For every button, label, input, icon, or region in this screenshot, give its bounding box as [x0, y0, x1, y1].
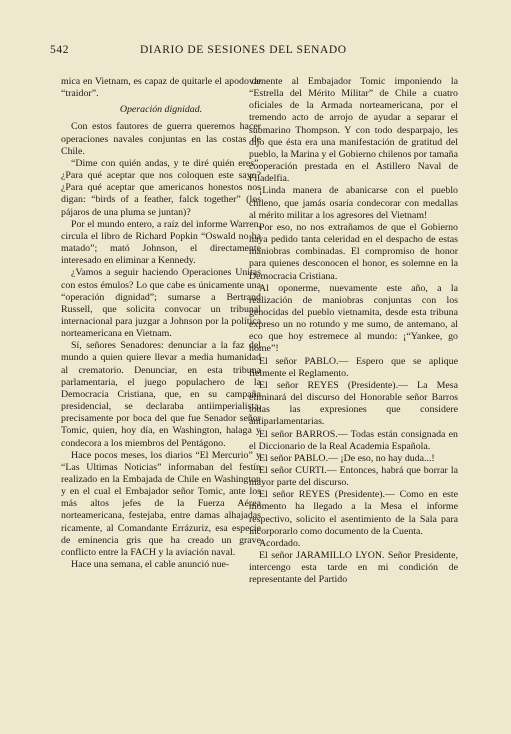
paragraph: Al oponerme, nuevamente este año, a la realización de maniobras conjuntas con los genocidas del pueblo vietnamita, desde esta tribuna expreso un no rotundo y me sumo, de antemano, al eco que hoy estremece al mundo: ¡“Yankee, go home”! [249, 282, 458, 355]
paragraph: Acordado. [259, 537, 301, 549]
paragraph: vamente al Embajador Tomic imponiendo la “Estrella del Mérito Militar” de Chile a cuatro oficiales de la Armada norteamericana, por el tremendo acto de arrojo de ayudar a separar el submarino Thompson. Y con todo desparpajo, les dijo que ésta era una manifestación de gratitud del pueblo, la Marina y el Gobierno chilenos por tamaña cooperación prestada en el Astillero Naval de Filadelfia. [249, 76, 458, 185]
right-column [249, 76, 458, 587]
paragraph: Hace una semana, el cable anunció nue- [71, 559, 230, 571]
speaker-paragraph: El señor PABLO.— ¡De eso, no hay duda...! [259, 452, 435, 464]
speaker-paragraph: El señor BARROS.— Todas están consignada en el Diccionario de la Real Academia Española. [249, 428, 458, 452]
page-number: 542 [50, 44, 70, 56]
left-column [61, 76, 261, 571]
paragraph: Hace pocos meses, los diarios “El Mercurio” y “Las Ultimas Noticias” informaban del festín realizado en la Embajada de Chile en Washington y en el cual el Embajador señor Tomic, ante los más altos jefes de la Fuerza Aérea norteamericana, festejaba, entre damas alhajadas ricamente, al Comandante Errázuriz, esa especie de eminencia gris que ha creado un grave conflicto entre la FACH y la aviación naval. [61, 449, 261, 558]
speaker-paragraph: El señor REYES (Presidente).— La Mesa eliminará del discurso del Honorable señor Barros todas las expresiones que considere antiparlamentarias. [249, 379, 458, 428]
paragraph: mica en Vietnam, es capaz de quitarle el apodo de “traidor”. [61, 76, 261, 100]
paragraph: ¡Linda manera de abanicarse con el pueblo chileno, que jamás osaría condecorar con medallas al mérito militar a los agresores del Vietnam! [249, 185, 458, 221]
page-header [50, 44, 466, 58]
speaker-paragraph: El señor REYES (Presidente).— Como en este momento ha llegado a la Mesa el informe respectivo, solicito el asentimiento de la Sala para incorporarlo como documento de la Cuenta. [249, 489, 458, 537]
paragraph: “Dime con quién andas, y te diré quién eres”. ¿Para qué aceptar que nos coloquen este sayo? ¿Para qué aceptar que americanos honestos nos digan: “birds of a feather, falck together” (los pájaros de una pluma se juntan)? [61, 157, 261, 218]
paragraph: Sí, señores Senadores: denunciar a la faz del mundo a quien quiere llevar a media humanidad al crematorio. Denunciar, en esta tribuna parlamentaria, el juego populachero de la Democracia Cristiana, que, en su campaña presidencial, se declaraba antiimperialista, precisamente por boca del que fue Senador señor Tomic, quien, hoy día, en Washington, halaga y condecora a los miembros del Pentágono. [61, 340, 261, 449]
paragraph: Por eso, no nos extrañamos de que el Gobierno haya pedido tanta celeridad en el despacho de estas maniobras combinadas. El compromiso de honor para quienes desconocen el honor, es solemne en la Democracia Cristiana. [249, 221, 458, 282]
paragraph: ¿Vamos a seguir haciendo Operaciones Unitas con estos émulos? Lo que cabe es únicamente una “operación dignidad”; sumarse a Bertrand Russell, que solicita convocar un tribunal internacional para juzgar a Johnson por la política norteamericana en Vietnam. [61, 267, 261, 340]
speaker-paragraph: El señor PABLO.— Espero que se aplique fielmente el Reglamento. [249, 355, 458, 379]
publication-title: DIARIO DE SESIONES DEL SENADO [140, 44, 347, 56]
paragraph: Por el mundo entero, a raíz del informe Warren, circula el libro de Richard Popkin “Oswald no ha matado”; mató Johnson, el directamente interesado en eliminar a Kennedy. [61, 218, 261, 267]
paragraph: Con estos fautores de guerra queremos hacer operaciones navales conjuntas en las costas de Chile. [61, 121, 261, 157]
speaker-paragraph: El señor JARAMILLO LYON. Señor Presidente, intercengo esta tarde en mi condición de representante del Partido [249, 550, 458, 586]
section-heading: Operación dignidad. [119, 104, 203, 116]
speaker-paragraph: El señor CURTI.— Entonces, habrá que borrar la mayor parte del discurso. [249, 465, 458, 489]
